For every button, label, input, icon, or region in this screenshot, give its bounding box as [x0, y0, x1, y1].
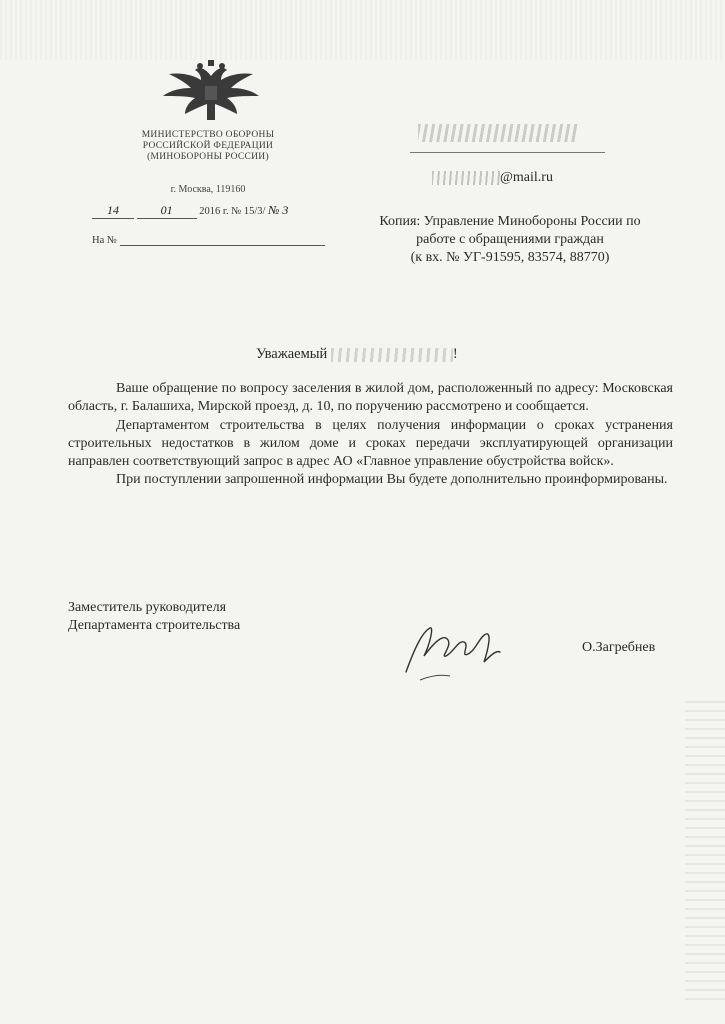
copy-line: Копия: Управление Минобороны России по — [379, 214, 641, 229]
date-day: 14 — [92, 203, 134, 219]
date-month: 01 — [137, 203, 197, 219]
signer-position — [68, 599, 240, 635]
date-year-text: 2016 г. № 15/3/ — [199, 206, 266, 217]
reference-blank — [120, 236, 325, 246]
body-paragraph: Ваше обращение по вопросу заселения в жилой дом, расположенный по адресу: Московская область, г. Балашиха, Мирской проезд, д. 10, по поручению рассмотрено и сообщается. — [68, 381, 673, 415]
recipient-email — [432, 170, 553, 186]
scan-noise — [0, 0, 725, 60]
addressee-name-redacted — [331, 348, 453, 362]
letter-body — [68, 380, 673, 490]
copy-line: работе с обращениями граждан — [416, 232, 604, 247]
copy-recipient-block — [340, 213, 680, 267]
recipient-name-redacted — [418, 124, 578, 142]
position-line: Заместитель руководителя — [68, 600, 227, 615]
greeting — [256, 346, 458, 363]
document-number: № 3 — [268, 203, 289, 217]
body-paragraph: При поступлении запрошенной информации Вы будете дополнительно проинформированы. — [116, 472, 668, 488]
copy-line: (к вх. № УГ-91595, 83574, 88770) — [410, 250, 610, 265]
greeting-suffix: ! — [452, 346, 458, 362]
reference-label: На № — [92, 235, 117, 246]
ministry-line: РОССИЙСКОЙ ФЕДЕРАЦИИ — [142, 141, 274, 151]
signer-name: О.Загребнев — [582, 640, 656, 655]
city-address: г. Москва, 119160 — [170, 184, 246, 195]
position-line: Департамента строительства — [68, 618, 241, 633]
email-redacted — [432, 171, 500, 185]
date-line — [92, 203, 288, 219]
eagle-emblem-icon — [155, 58, 267, 128]
scan-noise-edge — [685, 700, 725, 1000]
ministry-name-block — [108, 130, 308, 163]
ministry-line: (МИНОБОРОНЫ РОССИИ) — [147, 152, 269, 162]
body-paragraph: Департаментом строительства в целях получения информации о сроках устранения строительных недостатков в жилом доме и сроках передачи эксплуатирующей организации направлен соответствующий запрос в адрес АО «Главное управление обустройства войск». — [68, 417, 673, 470]
ministry-line: МИНИСТЕРСТВО ОБОРОНЫ — [141, 130, 275, 140]
handwritten-signature — [400, 610, 510, 690]
greeting-prefix: Уважаемый — [256, 346, 328, 362]
recipient-underline — [410, 152, 605, 153]
email-suffix: @mail.ru — [500, 170, 553, 185]
reference-line — [92, 235, 325, 246]
